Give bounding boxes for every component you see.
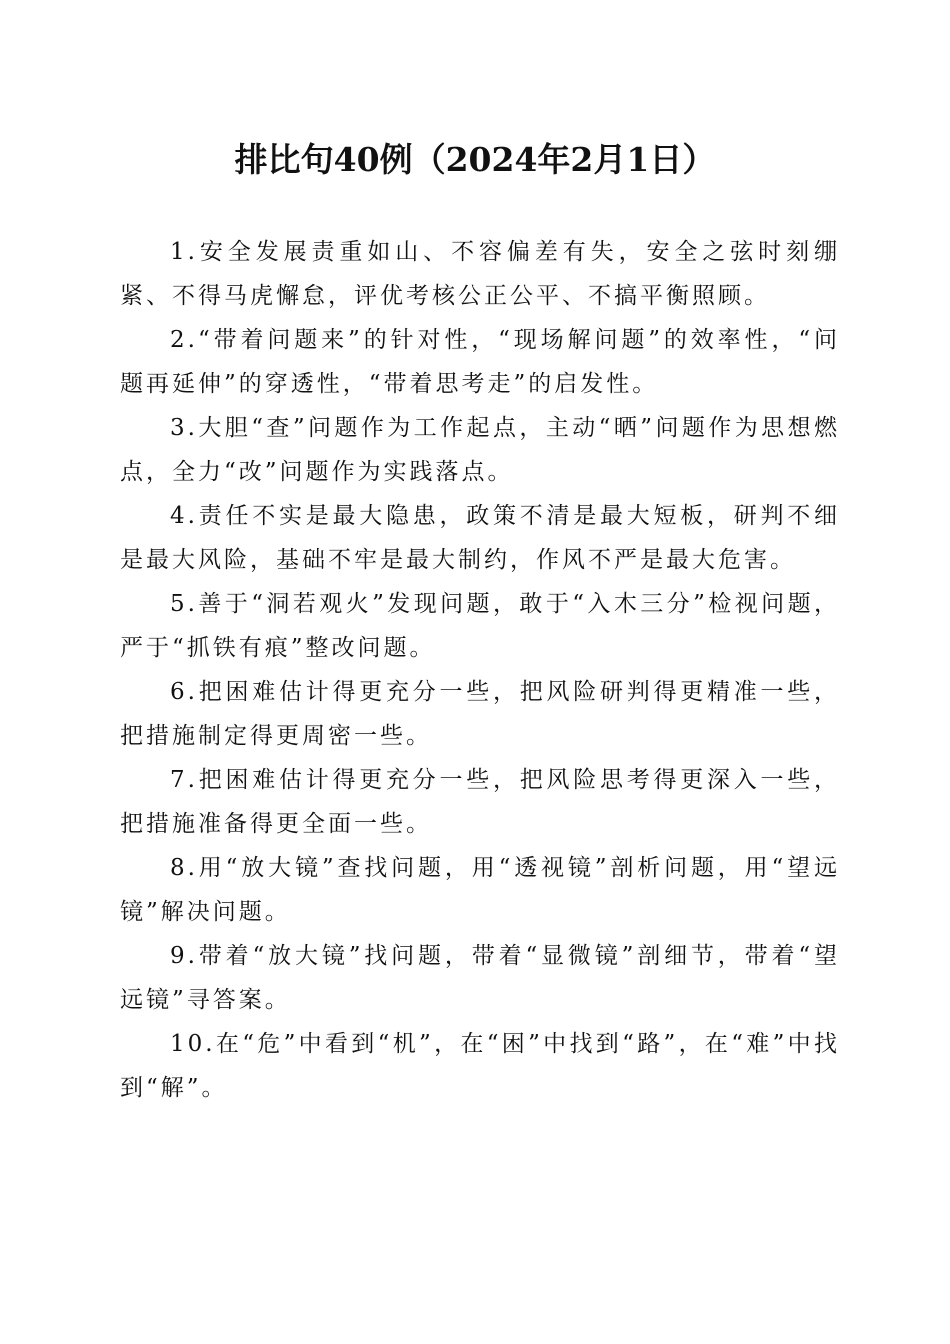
document-title: 排比句40例（2024年2月1日） — [234, 140, 716, 179]
document-body — [120, 230, 840, 1110]
paragraph-6: 6.把困难估计得更充分一些，把风险研判得更精准一些，把措施制定得更周密一些。 — [120, 679, 840, 749]
paragraph-7: 7.把困难估计得更充分一些，把风险思考得更深入一些，把措施准备得更全面一些。 — [120, 767, 840, 837]
paragraph-9: 9.带着“放大镜”找问题，带着“显微镜”剖细节，带着“望远镜”寻答案。 — [120, 943, 840, 1013]
paragraph-1: 1.安全发展责重如山、不容偏差有失，安全之弦时刻绷紧、不得马虎懈怠，评优考核公正公平、不搞平衡照顾。 — [120, 239, 840, 309]
paragraph-8: 8.用“放大镜”查找问题，用“透视镜”剖析问题，用“望远镜”解决问题。 — [120, 855, 840, 925]
paragraph-3: 3.大胆“查”问题作为工作起点，主动“晒”问题作为思想燃点，全力“改”问题作为实践落点。 — [120, 415, 840, 485]
paragraph-2: 2.“带着问题来”的针对性，“现场解问题”的效率性，“问题再延伸”的穿透性，“带着思考走”的启发性。 — [120, 327, 840, 397]
paragraph-10: 10.在“危”中看到“机”，在“困”中找到“路”，在“难”中找到“解”。 — [120, 1031, 840, 1101]
paragraph-5: 5.善于“洞若观火”发现问题，敢于“入木三分”检视问题，严于“抓铁有痕”整改问题。 — [120, 591, 840, 661]
paragraph-4: 4.责任不实是最大隐患，政策不清是最大短板，研判不细是最大风险，基础不牢是最大制约，作风不严是最大危害。 — [120, 503, 840, 573]
